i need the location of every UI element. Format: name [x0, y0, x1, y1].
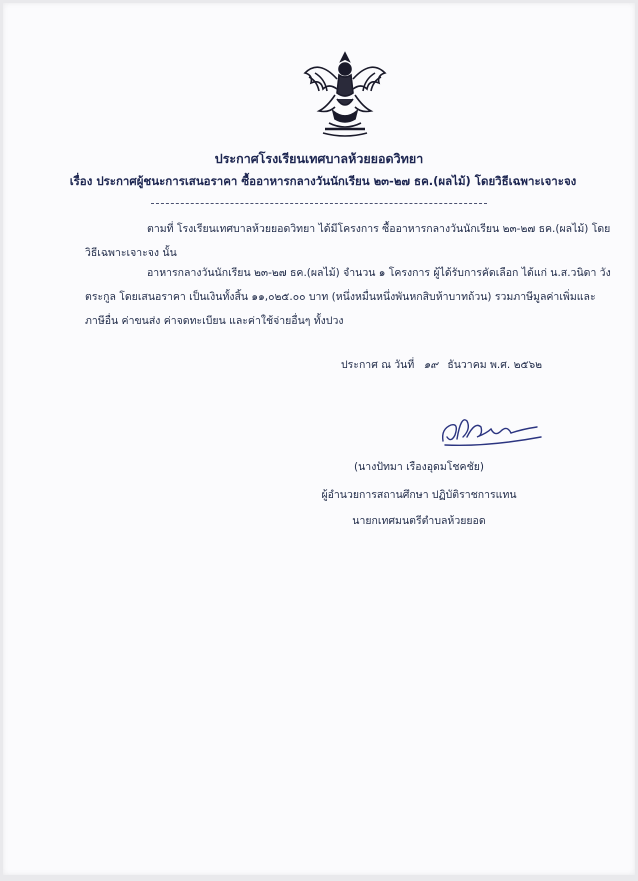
handwritten-signature [437, 411, 547, 451]
paragraph-2-line-2: ตระกูล โดยเสนอราคา เป็นเงินทั้งสิ้น ๑๑,๐๒๕.๐๐ บาท (หนึ่งหมื่นหนึ่งพันหกสิบห้าบาทถ้วน) รวมภาษีมูลค่าเพิ่มและ [85, 291, 596, 303]
paragraph-2 [85, 261, 611, 333]
date-month-year: ธันวาคม พ.ศ. ๒๕๖๒ [447, 359, 543, 371]
date-prefix: ประกาศ ณ วันที่ [341, 359, 415, 371]
date-day: ๑๙ [423, 359, 438, 371]
announcement-title: ประกาศโรงเรียนเทศบาลห้วยยอดวิทยา [214, 151, 424, 166]
garuda-emblem-icon [299, 49, 391, 141]
signatory-name: (นางปัทมา เรืองอุดมโชคชัย) [354, 461, 484, 473]
document-page [3, 3, 635, 875]
divider-line [151, 203, 487, 204]
paragraph-2-line-3: ภาษีอื่น ค่าขนส่ง ค่าจดทะเบียน และค่าใช้จ่ายอื่นๆ ทั้งปวง [85, 315, 344, 327]
paragraph-1-line-2: วิธีเฉพาะเจาะจง นั้น [85, 247, 177, 259]
announcement-subject: เรื่อง ประกาศผู้ชนะการเสนอราคา ซื้ออาหารกลางวันนักเรียน ๒๓-๒๗ ธค.(ผลไม้) โดยวิธีเฉพาะเจาะจง [69, 174, 577, 188]
signatory-position: ผู้อำนวยการสถานศึกษา ปฏิบัติราชการแทน [321, 489, 517, 501]
paragraph-1 [85, 217, 611, 265]
paragraph-2-line-1: อาหารกลางวันนักเรียน ๒๓-๒๗ ธค.(ผลไม้) จำนวน ๑ โครงการ ผู้ได้รับการคัดเลือก ได้แก่ น.ส.วนิดา วัง [147, 267, 611, 279]
paragraph-1-line-1: ตามที่ โรงเรียนเทศบาลห้วยยอดวิทยา ได้มีโครงการ ซื้ออาหารกลางวันนักเรียน ๒๓-๒๗ ธค.(ผลไม้) โดย [147, 223, 611, 235]
announcement-date [341, 356, 542, 373]
signatory-acting-for: นายกเทศมนตรีตำบลห้วยยอด [352, 515, 486, 527]
